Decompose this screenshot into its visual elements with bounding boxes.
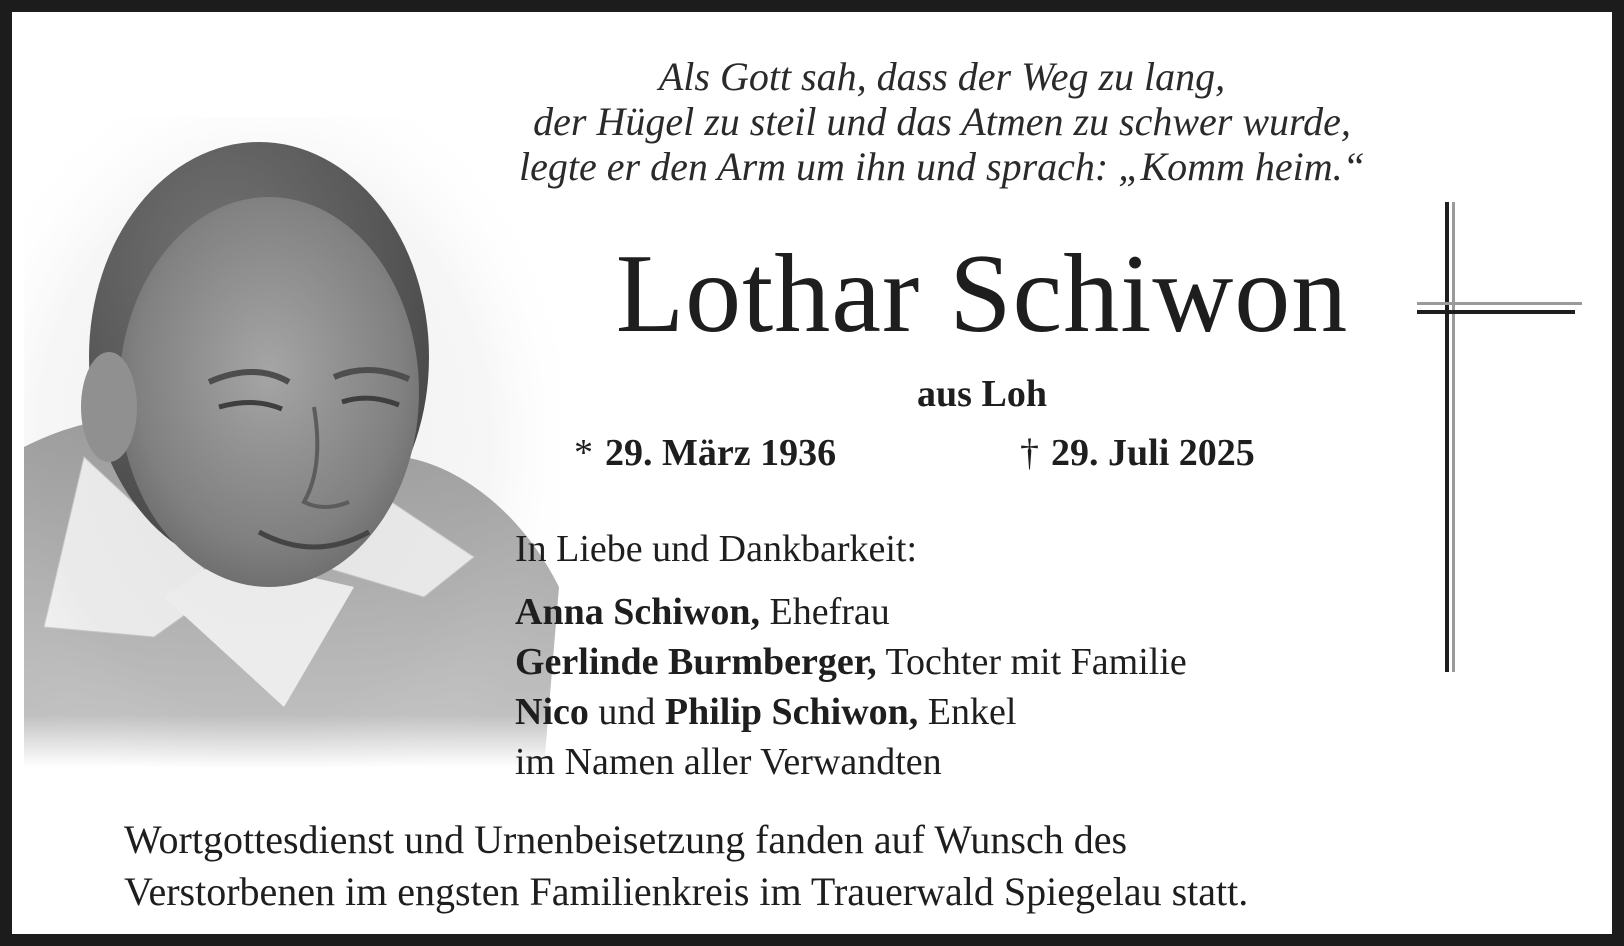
birth-date xyxy=(574,430,836,476)
mourner-name: Gerlinde Burmberger, xyxy=(515,641,877,683)
mourner-closing: im Namen aller Verwandten xyxy=(515,741,942,783)
mourner-role: Tochter mit Familie xyxy=(885,641,1187,683)
death-date xyxy=(1020,430,1255,476)
thanks-line: In Liebe und Dankbarkeit: xyxy=(515,528,918,570)
mourner-role: Ehefrau xyxy=(769,591,890,633)
mourner-name: Anna Schiwon, xyxy=(515,591,760,633)
mourner-conjunction: und xyxy=(598,691,656,733)
funeral-notice xyxy=(124,814,1544,918)
mourner-role: Enkel xyxy=(927,691,1017,733)
cross-icon xyxy=(1417,202,1587,682)
memorial-quote xyxy=(412,54,1472,189)
mourners-list xyxy=(515,587,1187,787)
notice-line: Verstorbenen im engsten Familienkreis im Trauerwald Spiegelau statt. xyxy=(124,869,1249,914)
deceased-origin: aus Loh xyxy=(917,373,1047,415)
quote-line: legte er den Arm um ihn und sprach: „Komm heim.“ xyxy=(519,144,1365,189)
quote-line: Als Gott sah, dass der Weg zu lang, xyxy=(658,54,1226,99)
death-dagger-icon: † xyxy=(1020,432,1039,474)
birth-star-icon: * xyxy=(574,432,593,474)
notice-line: Wortgottesdienst und Urnenbeisetzung fanden auf Wunsch des xyxy=(124,817,1128,862)
mourner-name: Philip Schiwon, xyxy=(664,691,919,733)
death-date-value: 29. Juli 2025 xyxy=(1051,432,1255,474)
mourner-row xyxy=(515,637,1187,687)
mourner-row xyxy=(515,587,1187,637)
mourner-row xyxy=(515,687,1187,737)
quote-line: der Hügel zu steil und das Atmen zu schwer wurde, xyxy=(533,99,1351,144)
portrait-photo xyxy=(24,117,559,767)
deceased-name: Lothar Schiwon xyxy=(615,232,1349,356)
mourner-name: Nico xyxy=(515,691,589,733)
birth-date-value: 29. März 1936 xyxy=(605,432,837,474)
